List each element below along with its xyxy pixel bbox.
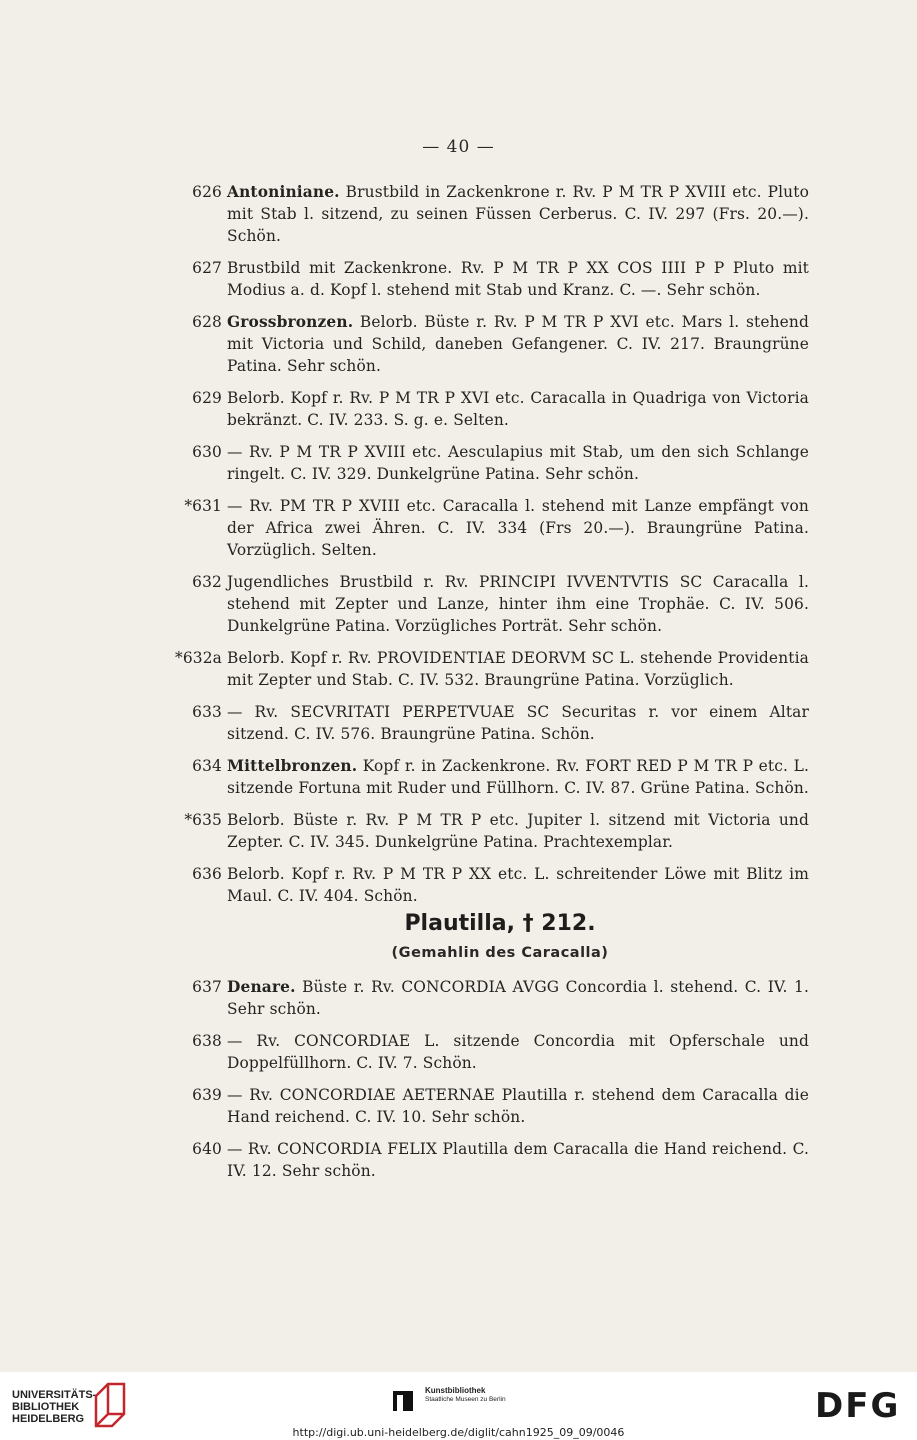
lot-number: 630 — [192, 443, 222, 461]
lot-number: 626 — [192, 183, 222, 201]
lot-entry — [170, 1084, 840, 1128]
lot-description — [227, 1030, 809, 1074]
lot-text: Belorb. Kopf r. Rv. P M TR P XX etc. L. schreitender Löwe mit Blitz im Maul. C. IV. 404. Schön. — [227, 865, 809, 905]
lot-text: — Rv. CONCORDIAE L. sitzende Concordia mit Opferschale und Doppelfüllhorn. C. IV. 7. Schön. — [227, 1032, 809, 1072]
lot-category-heading: Denare. — [227, 978, 296, 996]
lot-number: 636 — [192, 865, 222, 883]
lot-description — [227, 755, 809, 799]
lot-entry — [170, 701, 840, 745]
lot-text: — Rv. CONCORDIA FELIX Plautilla dem Caracalla die Hand reichend. C. IV. 12. Sehr schön. — [227, 1140, 809, 1180]
library-logo-line: HEIDELBERG — [12, 1413, 85, 1425]
lot-entry — [170, 755, 840, 799]
lot-entry — [170, 863, 840, 907]
lot-entry — [170, 257, 840, 301]
lot-entry — [170, 387, 840, 431]
lot-number: *632a — [175, 649, 222, 667]
section-subtitle: (Gemahlin des Caracalla) — [391, 945, 609, 961]
section-title: Plautilla, † 212. — [404, 911, 596, 936]
kunstbibliothek-subtitle: Staatliche Museen zu Berlin — [425, 1396, 506, 1403]
lot-number: 634 — [192, 757, 222, 775]
lot-description — [227, 1138, 809, 1182]
lot-category-heading: Antoniniane. — [227, 183, 340, 201]
library-logo-line: BIBLIOTHEK — [12, 1401, 80, 1413]
lot-description — [227, 387, 809, 431]
lot-number: 637 — [192, 978, 222, 996]
lot-number: 629 — [192, 389, 222, 407]
lot-entry — [170, 571, 840, 637]
page-number: — 40 — — [422, 137, 495, 157]
lot-list-plautilla — [170, 976, 840, 1192]
lot-entry — [170, 647, 840, 691]
lot-description — [227, 1084, 809, 1128]
lot-entry — [170, 441, 840, 485]
lot-text: Jugendliches Brustbild r. Rv. PRINCIPI IVVENTVTIS SC Caracalla l. stehend mit Zepter und Lanze, hinter ihm eine Trophäe. C. IV. 506. Dunkelgrüne Patina. Vorzügliches Porträt. Sehr schön. — [227, 573, 809, 635]
lot-entry — [170, 1138, 840, 1182]
lot-text: Büste r. Rv. CONCORDIA AVGG Concordia l. stehend. C. IV. 1. Sehr schön. — [227, 978, 809, 1018]
lot-description — [227, 571, 809, 637]
lot-number: *635 — [184, 811, 222, 829]
library-mark-icon — [94, 1382, 128, 1428]
lot-description — [227, 863, 809, 907]
lot-text: — Rv. P M TR P XVIII etc. Aesculapius mit Stab, um den sich Schlange ringelt. C. IV. 329. Dunkelgrüne Patina. Sehr schön. — [227, 443, 809, 483]
lot-entry — [170, 809, 840, 853]
lot-list — [170, 181, 840, 917]
lot-number: 628 — [192, 313, 222, 331]
lot-description — [227, 181, 809, 247]
lot-category-heading: Mittelbronzen. — [227, 757, 358, 775]
lot-category-heading: Grossbronzen. — [227, 313, 354, 331]
footer-bar — [0, 1372, 917, 1440]
library-logo-line: UNIVERSITÄTS- — [12, 1389, 97, 1401]
lot-description — [227, 701, 809, 745]
lot-text: Belorb. Büste r. Rv. P M TR P etc. Jupiter l. sitzend mit Victoria und Zepter. C. IV. 345. Dunkelgrüne Patina. Prachtexemplar. — [227, 811, 809, 851]
lot-entry — [170, 976, 840, 1020]
lot-text: Belorb. Büste r. Rv. P M TR P XVI etc. Mars l. stehend mit Victoria und Schild, daneben Gefangener. C. IV. 217. Braungrüne Patina. Sehr schön. — [227, 313, 809, 375]
lot-number: 640 — [192, 1140, 222, 1158]
kunstbibliothek-mark-icon — [393, 1391, 413, 1411]
lot-description — [227, 441, 809, 485]
lot-text: Brustbild mit Zackenkrone. Rv. P M TR P XX COS IIII P P Pluto mit Modius a. d. Kopf l. stehend mit Stab und Kranz. C. —. Sehr schön. — [227, 259, 809, 299]
lot-text: Belorb. Kopf r. Rv. PROVIDENTIAE DEORVM SC L. stehende Providentia mit Zepter und Stab. C. IV. 532. Braungrüne Patina. Vorzüglich. — [227, 649, 809, 689]
lot-text: — Rv. SECVRITATI PERPETVUAE SC Securitas r. vor einem Altar sitzend. C. IV. 576. Braungrüne Patina. Schön. — [227, 703, 809, 743]
lot-number: 633 — [192, 703, 222, 721]
lot-text: Belorb. Kopf r. Rv. P M TR P XVI etc. Caracalla in Quadriga von Victoria bekränzt. C. IV. 233. S. g. e. Selten. — [227, 389, 809, 429]
lot-description — [227, 311, 809, 377]
lot-entry — [170, 311, 840, 377]
library-logo[interactable] — [12, 1389, 96, 1425]
lot-entry — [170, 1030, 840, 1074]
lot-text: Kopf r. in Zackenkrone. Rv. FORT RED P M TR P etc. L. sitzende Fortuna mit Ruder und Füllhorn. C. IV. 87. Grüne Patina. Schön. — [227, 757, 809, 797]
lot-text: — Rv. CONCORDIAE AETERNAE Plautilla r. stehend dem Caracalla die Hand reichend. C. IV. 10. Sehr schön. — [227, 1086, 809, 1126]
lot-description — [227, 495, 809, 561]
lot-number: 627 — [192, 259, 222, 277]
lot-text: Brustbild in Zackenkrone r. Rv. P M TR P XVIII etc. Pluto mit Stab l. sitzend, zu seinen Füssen Cerberus. C. IV. 297 (Frs. 20.—). Schön. — [227, 183, 809, 245]
lot-entry — [170, 181, 840, 247]
lot-number: 639 — [192, 1086, 222, 1104]
source-url[interactable]: http://digi.ub.uni-heidelberg.de/diglit/cahn1925_09_09/0046 — [292, 1426, 625, 1439]
lot-number: 638 — [192, 1032, 222, 1050]
lot-number: *631 — [184, 497, 222, 515]
kunstbibliothek-name: Kunstbibliothek — [425, 1386, 486, 1395]
lot-number: 632 — [192, 573, 222, 591]
lot-text: — Rv. PM TR P XVIII etc. Caracalla l. stehend mit Lanze empfängt von der Africa zwei Ähren. C. IV. 334 (Frs 20.—). Braungrüne Patina. Vorzüglich. Selten. — [227, 497, 809, 559]
lot-description — [227, 809, 809, 853]
lot-description — [227, 976, 809, 1020]
lot-description — [227, 647, 809, 691]
lot-description — [227, 257, 809, 301]
lot-entry — [170, 495, 840, 561]
dfg-logo[interactable]: DFG — [815, 1386, 901, 1426]
